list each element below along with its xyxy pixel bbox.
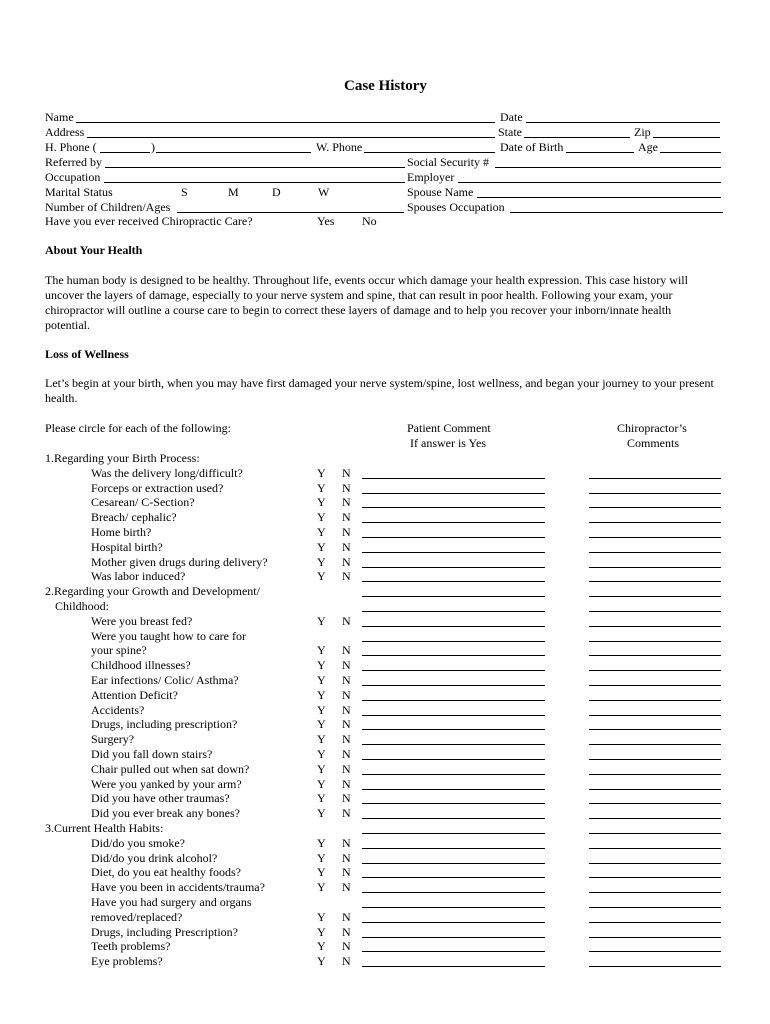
answer-no[interactable]: N — [342, 850, 351, 865]
patient-comment-field[interactable] — [362, 567, 545, 568]
chiropractor-comment-field[interactable] — [589, 611, 721, 612]
question-label: Was labor induced? — [91, 569, 186, 584]
answer-yes[interactable]: Y — [317, 939, 326, 954]
spouse-occupation-label: Spouses Occupation — [407, 200, 505, 214]
chiropractor-comment-field[interactable] — [589, 833, 721, 834]
answer-yes[interactable]: Y — [317, 525, 326, 539]
question-label: Chair pulled out when sat down? — [91, 761, 250, 776]
answer-no[interactable]: N — [342, 510, 351, 525]
answer-no[interactable]: N — [342, 954, 351, 969]
chiropractor-comment-field[interactable] — [589, 966, 721, 967]
chiropractor-header: Chiropractor’s — [617, 421, 687, 435]
dob-field[interactable] — [566, 152, 634, 153]
answer-yes[interactable]: Y — [317, 643, 326, 658]
question-label: Diet, do you eat healthy foods? — [91, 865, 241, 880]
patient-comment-subheader: If answer is Yes — [410, 436, 486, 450]
answer-yes[interactable]: Y — [317, 806, 326, 821]
zip-field[interactable] — [653, 137, 720, 138]
chiropractor-comment-field[interactable] — [589, 641, 721, 642]
chiropractor-comment-field[interactable] — [589, 759, 721, 760]
question-label: Did you ever break any bones? — [91, 806, 240, 821]
chiropractor-comment-field[interactable] — [589, 744, 721, 745]
chiro-care-question: Have you ever received Chiropractic Care? — [45, 214, 253, 228]
h-phone-close: ) — [151, 140, 155, 154]
answer-yes[interactable]: Y — [317, 732, 326, 747]
w-phone-label: W. Phone — [316, 140, 363, 154]
chiropractor-comment-field[interactable] — [589, 478, 721, 479]
answer-no[interactable]: N — [342, 761, 351, 776]
patient-comment-header: Patient Comment — [407, 421, 491, 435]
answer-no[interactable]: N — [342, 865, 351, 880]
question-label: Were you taught how to care for — [91, 628, 246, 643]
children-field[interactable] — [177, 212, 404, 213]
patient-comment-field[interactable] — [362, 581, 545, 582]
age-label: Age — [638, 140, 658, 154]
patient-comment-field[interactable] — [362, 522, 545, 523]
occupation-label: Occupation — [45, 170, 101, 184]
answer-yes[interactable]: Y — [317, 865, 326, 880]
question-label: Drugs, including Prescription? — [91, 924, 238, 939]
answer-yes[interactable]: Y — [317, 880, 326, 895]
chiropractor-comment-field[interactable] — [589, 596, 721, 597]
marital-option-d[interactable]: D — [272, 185, 281, 199]
patient-comment-field[interactable] — [362, 937, 545, 938]
question-label: Was the delivery long/difficult? — [91, 465, 243, 480]
answer-yes[interactable]: Y — [317, 776, 326, 791]
about-paragraph: The human body is designed to be healthy. Throughout life, events occur which damage your health expression. This case history will uncover the layers of damage, especially to your nerve system and spine, that can result in poor health. Following your exam, your chiropractor will outline a course care to begin to correct these layers of damage and to help you recover your inborn/innate health potential. — [45, 273, 688, 332]
date-label: Date — [500, 110, 523, 124]
question-label: Ear infections/ Colic/ Asthma? — [91, 673, 239, 687]
chiropractor-comment-field[interactable] — [589, 581, 721, 582]
patient-comment-field[interactable] — [362, 626, 545, 627]
chiropractor-comment-field[interactable] — [589, 863, 721, 864]
w-phone-field[interactable] — [364, 152, 495, 153]
answer-no[interactable]: N — [342, 569, 351, 584]
zip-label: Zip — [634, 125, 651, 139]
question-label: Did/do you drink alcohol? — [91, 850, 218, 865]
employer-label: Employer — [407, 170, 455, 184]
answer-no[interactable]: N — [342, 539, 351, 554]
question-label: Did you have other traumas? — [91, 791, 230, 806]
date-field[interactable] — [526, 122, 720, 123]
employer-field[interactable] — [458, 182, 721, 183]
question-label: Were you yanked by your arm? — [91, 776, 242, 791]
answer-no[interactable]: N — [342, 702, 351, 717]
answer-no[interactable]: N — [342, 717, 351, 732]
chiropractor-comment-field[interactable] — [589, 670, 721, 671]
chiropractor-comment-field[interactable] — [589, 729, 721, 730]
question-label: Cesarean/ C-Section? — [91, 495, 195, 510]
chiropractor-comment-field[interactable] — [589, 951, 721, 952]
patient-comment-field[interactable] — [362, 863, 545, 864]
chiropractor-comment-field[interactable] — [589, 907, 721, 908]
patient-comment-field[interactable] — [362, 877, 545, 878]
chiropractor-comment-field[interactable] — [589, 522, 721, 523]
chiropractor-comment-field[interactable] — [589, 789, 721, 790]
answer-yes[interactable]: Y — [317, 465, 326, 480]
question-label: Were you breast fed? — [91, 613, 193, 628]
answer-yes[interactable]: Y — [317, 673, 326, 687]
patient-comment-field[interactable] — [362, 715, 545, 716]
patient-comment-field[interactable] — [362, 655, 545, 656]
answer-no[interactable]: N — [342, 776, 351, 791]
chiropractor-subheader: Comments — [627, 436, 680, 450]
patient-comment-field[interactable] — [362, 848, 545, 849]
answer-no[interactable]: N — [342, 732, 351, 747]
question-label: Breach/ cephalic? — [91, 510, 177, 525]
answer-yes[interactable]: Y — [317, 761, 326, 776]
spouse-occupation-field[interactable] — [510, 212, 723, 213]
chiropractor-comment-field[interactable] — [589, 655, 721, 656]
patient-comment-field[interactable] — [362, 641, 545, 642]
patient-comment-field[interactable] — [362, 685, 545, 686]
patient-comment-field[interactable] — [362, 951, 545, 952]
question-label: 3.Current Health Habits: — [45, 821, 164, 835]
occupation-field[interactable] — [104, 182, 405, 183]
chiropractor-comment-field[interactable] — [589, 700, 721, 701]
chiropractor-comment-field[interactable] — [589, 507, 721, 508]
name-label: Name — [45, 110, 74, 124]
answer-no[interactable]: N — [342, 480, 351, 495]
answer-yes[interactable]: Y — [317, 702, 326, 717]
question-label: Drugs, including prescription? — [91, 717, 238, 732]
marital-option-m[interactable]: M — [228, 185, 239, 199]
chiropractor-comment-field[interactable] — [589, 803, 721, 804]
answer-no[interactable]: N — [342, 658, 351, 673]
chiropractor-comment-field[interactable] — [589, 626, 721, 627]
answer-no[interactable]: N — [342, 909, 351, 924]
question-label: Childhood illnesses? — [91, 658, 191, 673]
question-label: Have you been in accidents/trauma? — [91, 880, 265, 895]
patient-comment-field[interactable] — [362, 818, 545, 819]
answer-no[interactable]: N — [342, 806, 351, 821]
state-field[interactable] — [524, 137, 630, 138]
question-label: Surgery? — [91, 732, 135, 747]
answer-no[interactable]: N — [342, 673, 351, 687]
marital-status-label: Marital Status — [45, 185, 113, 199]
chiropractor-comment-field[interactable] — [589, 818, 721, 819]
chiropractor-comment-field[interactable] — [589, 922, 721, 923]
address-label: Address — [45, 125, 85, 139]
answer-no[interactable]: N — [342, 525, 351, 539]
circle-instruction: Please circle for each of the following: — [45, 421, 231, 435]
marital-option-w[interactable]: W — [318, 185, 330, 199]
answer-yes[interactable]: Y — [317, 954, 326, 969]
patient-comment-field[interactable] — [362, 789, 545, 790]
chiro-care-yes[interactable]: Yes — [317, 214, 335, 228]
question-label: Did/do you smoke? — [91, 835, 185, 850]
name-field[interactable] — [76, 122, 495, 123]
answer-yes[interactable]: Y — [317, 850, 326, 865]
answer-no[interactable]: N — [342, 465, 351, 480]
page-title: Case History — [344, 78, 427, 94]
patient-comment-field[interactable] — [362, 892, 545, 893]
patient-comment-field[interactable] — [362, 729, 545, 730]
question-label: Attention Deficit? — [91, 687, 178, 702]
chiropractor-comment-field[interactable] — [589, 552, 721, 553]
answer-no[interactable]: N — [342, 495, 351, 510]
patient-comment-field[interactable] — [362, 478, 545, 479]
chiropractor-comment-field[interactable] — [589, 493, 721, 494]
spouse-name-field[interactable] — [477, 197, 721, 198]
answer-yes[interactable]: Y — [317, 554, 326, 569]
patient-comment-field[interactable] — [362, 537, 545, 538]
ssn-label: Social Security # — [407, 155, 489, 169]
about-heading: About Your Health — [45, 243, 143, 257]
question-label: removed/replaced? — [91, 909, 183, 924]
answer-no[interactable]: N — [342, 791, 351, 806]
answer-yes[interactable]: Y — [317, 717, 326, 732]
question-label: Accidents? — [91, 702, 145, 717]
patient-comment-field[interactable] — [362, 759, 545, 760]
children-label: Number of Children/Ages — [45, 200, 171, 214]
answer-no[interactable]: N — [342, 643, 351, 658]
patient-comment-field[interactable] — [362, 670, 545, 671]
patient-comment-field[interactable] — [362, 922, 545, 923]
answer-no[interactable]: N — [342, 554, 351, 569]
h-phone-field[interactable] — [156, 152, 311, 153]
answer-yes[interactable]: Y — [317, 613, 326, 628]
referred-by-field[interactable] — [105, 167, 405, 168]
answer-yes[interactable]: Y — [317, 495, 326, 510]
answer-yes[interactable]: Y — [317, 687, 326, 702]
referred-by-label: Referred by — [45, 155, 102, 169]
chiropractor-comment-field[interactable] — [589, 848, 721, 849]
question-label: Teeth problems? — [91, 939, 171, 954]
answer-yes[interactable]: Y — [317, 658, 326, 673]
patient-comment-field[interactable] — [362, 966, 545, 967]
address-field[interactable] — [87, 137, 495, 138]
question-label: your spine? — [91, 643, 147, 658]
question-label: Hospital birth? — [91, 539, 163, 554]
question-label: Childhood: — [55, 599, 110, 613]
question-label: Have you had surgery and organs — [91, 895, 252, 909]
spouse-name-label: Spouse Name — [407, 185, 474, 199]
answer-no[interactable]: N — [342, 687, 351, 702]
patient-comment-field[interactable] — [362, 611, 545, 612]
answer-no[interactable]: N — [342, 613, 351, 628]
patient-comment-field[interactable] — [362, 700, 545, 701]
question-label: 1.Regarding your Birth Process: — [45, 451, 200, 465]
chiropractor-comment-field[interactable] — [589, 715, 721, 716]
chiropractor-comment-field[interactable] — [589, 892, 721, 893]
chiro-care-no[interactable]: No — [362, 214, 377, 228]
h-phone-label: H. Phone ( — [45, 140, 97, 154]
answer-yes[interactable]: Y — [317, 747, 326, 761]
answer-no[interactable]: N — [342, 747, 351, 761]
answer-yes[interactable]: Y — [317, 791, 326, 806]
answer-no[interactable]: N — [342, 924, 351, 939]
answer-no[interactable]: N — [342, 880, 351, 895]
ssn-field[interactable] — [495, 167, 721, 168]
state-label: State — [498, 125, 522, 139]
question-label: Mother given drugs during delivery? — [91, 554, 268, 569]
chiropractor-comment-field[interactable] — [589, 685, 721, 686]
patient-comment-field[interactable] — [362, 493, 545, 494]
question-label: Forceps or extraction used? — [91, 480, 224, 495]
chiropractor-comment-field[interactable] — [589, 567, 721, 568]
answer-yes[interactable]: Y — [317, 539, 326, 554]
answer-yes[interactable]: Y — [317, 909, 326, 924]
question-label: Did you fall down stairs? — [91, 747, 213, 761]
h-phone-area-field[interactable] — [100, 152, 150, 153]
answer-yes[interactable]: Y — [317, 480, 326, 495]
chiropractor-comment-field[interactable] — [589, 537, 721, 538]
patient-comment-field[interactable] — [362, 596, 545, 597]
question-label: 2.Regarding your Growth and Development/ — [45, 584, 260, 599]
dob-label: Date of Birth — [500, 140, 564, 154]
answer-yes[interactable]: Y — [317, 835, 326, 850]
patient-comment-field[interactable] — [362, 907, 545, 908]
loss-heading: Loss of Wellness — [45, 347, 129, 361]
chiropractor-comment-field[interactable] — [589, 877, 721, 878]
question-label: Eye problems? — [91, 954, 163, 969]
patient-comment-field[interactable] — [362, 774, 545, 775]
answer-yes[interactable]: Y — [317, 569, 326, 584]
answer-yes[interactable]: Y — [317, 924, 326, 939]
answer-no[interactable]: N — [342, 939, 351, 954]
loss-paragraph: Let’s begin at your birth, when you may have first damaged your nerve system/spine, lost wellness, and began your journey to your present health. — [45, 376, 714, 405]
patient-comment-field[interactable] — [362, 744, 545, 745]
answer-no[interactable]: N — [342, 835, 351, 850]
patient-comment-field[interactable] — [362, 833, 545, 834]
patient-comment-field[interactable] — [362, 507, 545, 508]
marital-option-s[interactable]: S — [181, 185, 188, 199]
chiropractor-comment-field[interactable] — [589, 774, 721, 775]
question-label: Home birth? — [91, 525, 152, 539]
age-field[interactable] — [660, 152, 721, 153]
answer-yes[interactable]: Y — [317, 510, 326, 525]
patient-comment-field[interactable] — [362, 803, 545, 804]
chiropractor-comment-field[interactable] — [589, 937, 721, 938]
patient-comment-field[interactable] — [362, 552, 545, 553]
